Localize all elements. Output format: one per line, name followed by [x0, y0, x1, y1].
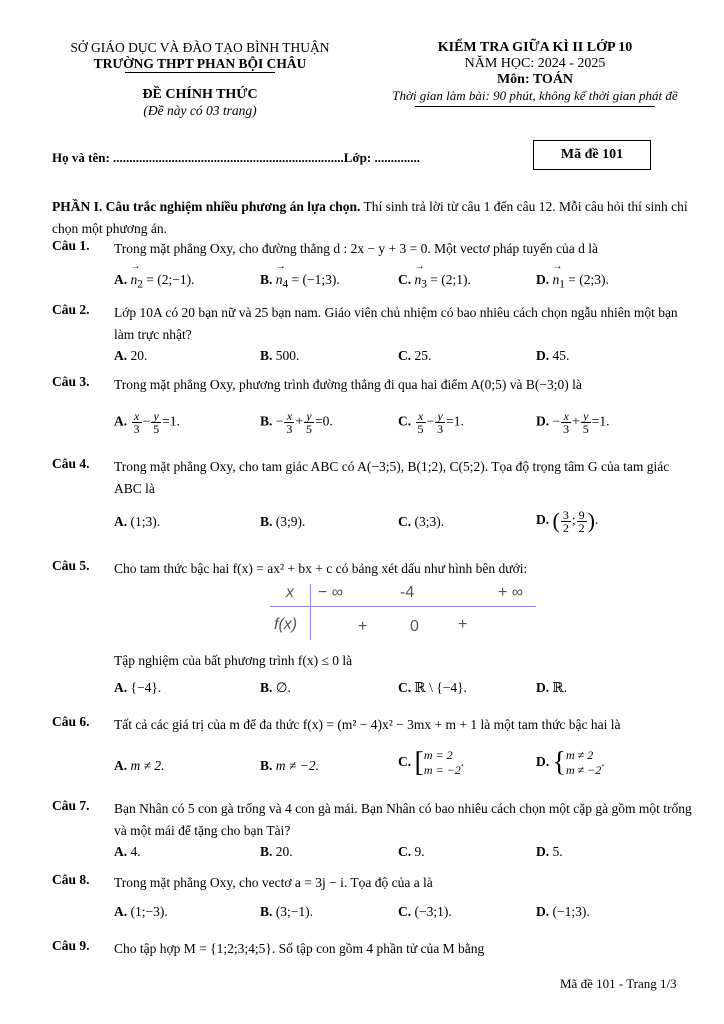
part1-intro [52, 196, 692, 240]
exam-code-box: Mã đề 101 [533, 140, 651, 170]
header-right [360, 40, 710, 107]
question-text: Trong mặt phẳng Oxy, cho tam giác ABC có A(−3;5), B(1;2), C(5;2). Tọa độ trọng tâm G của tam giác ABC là [114, 459, 670, 496]
school-year: NĂM HỌC: 2024 - 2025 [464, 56, 606, 71]
option-c[interactable]: C. $\frac{x}{5}$ − $\frac{y}{3}$ =1. [398, 409, 464, 436]
options [114, 844, 692, 866]
sign-right: + [458, 616, 468, 633]
page-footer: Mã đề 101 - Trang 1/3 [560, 976, 677, 991]
header-left [40, 40, 360, 119]
question-text: Bạn Nhân có 5 con gà trống và 4 con gà mái. Bạn Nhân có bao nhiêu cách chọn một cặp gà gồm một trống và một mái để tặng cho bạn Tài? [114, 801, 692, 838]
option-d[interactable]: D. ℝ. [536, 680, 568, 695]
question-text: Trong mặt phẳng Oxy, cho đường thẳng d : 2x − y + 3 = 0. Một vectơ pháp tuyến của d là [114, 241, 598, 256]
question-number: Câu 1. [52, 238, 90, 253]
option-d[interactable]: D. 45. [536, 348, 570, 363]
question-text: Cho tập hợp M = {1;2;3;4;5}. Số tập con gồm 4 phần tử của M bằng [114, 941, 485, 956]
option-b[interactable]: B. (3;9). [260, 514, 306, 529]
option-b[interactable]: B. → $n_4$ = (−1;3). [260, 272, 340, 291]
option-c[interactable]: C. 25. [398, 348, 432, 363]
pos-inf: + ∞ [498, 584, 524, 601]
option-d[interactable]: D. → $n_1$ = (2;3). [536, 272, 609, 291]
options [114, 348, 692, 370]
table-vline [310, 584, 311, 640]
option-c[interactable]: C. (3;3). [398, 514, 445, 529]
pages-note: (Đề này có 03 trang) [143, 103, 257, 118]
part1-title: PHẦN I. Câu trắc nghiệm nhiều phương án lựa chọn. [52, 199, 361, 214]
option-a[interactable]: A. 4. [114, 844, 141, 859]
option-d[interactable]: D. ( $\frac{3}{2}$ ; $\frac{9}{2}$ ). [536, 507, 599, 535]
option-a[interactable]: A. {−4}. [114, 680, 162, 695]
question-number: Câu 7. [52, 798, 90, 813]
root: -4 [400, 584, 415, 601]
option-d[interactable]: D. 5. [536, 844, 563, 859]
question-number: Câu 6. [52, 714, 90, 729]
part1-instruction: Thí sinh trả lời từ câu 1 đến câu 12. Mỗi câu hỏi thí sinh chỉ chọn một phương án. [52, 199, 688, 236]
question-text: Trong mặt phẳng Oxy, phương trình đường thẳng đi qua hai điểm A(0;5) và B(−3;0) là [114, 377, 582, 392]
question-number: Câu 9. [52, 938, 90, 953]
options [114, 507, 692, 548]
question-number: Câu 3. [52, 374, 90, 389]
sign-table [270, 584, 536, 640]
divider [415, 106, 655, 107]
divider [125, 72, 275, 73]
question-text: Cho tam thức bậc hai f(x) = ax² + bx + c có bảng xét dấu như hình bên dưới: [114, 561, 528, 576]
exam-title: KIỂM TRA GIỮA KÌ II LỚP 10 [437, 40, 633, 55]
options [114, 747, 692, 794]
options [114, 680, 692, 702]
subject: Môn: TOÁN [496, 72, 574, 87]
question-number: Câu 2. [52, 302, 90, 317]
option-d[interactable]: D. − $\frac{x}{3}$ + $\frac{y}{5}$ =1. [536, 409, 610, 436]
option-c[interactable]: C. [m = 2 m = −2. [398, 747, 465, 778]
student-info [52, 150, 420, 166]
question-text: Tất cả các giá trị của m để đa thức f(x) = (m² − 4)x² − 3mx + m + 1 là một tam thức bậc hai là [114, 717, 621, 732]
official-label: ĐỀ CHÍNH THỨC [142, 87, 258, 102]
option-b[interactable]: B. (3;−1). [260, 904, 313, 919]
question-text-2: Tập nghiệm của bất phương trình f(x) ≤ 0 là [114, 653, 353, 668]
option-c[interactable]: C. → $n_3$ = (2;1). [398, 272, 471, 291]
option-d[interactable]: D. (−1;3). [536, 904, 590, 919]
question-text: Lớp 10A có 20 bạn nữ và 25 bạn nam. Giáo viên chủ nhiệm có bao nhiêu cách chọn ngẫu nhiên một bạn làm trực nhật? [114, 305, 678, 342]
question-number: Câu 8. [52, 872, 90, 887]
department: SỞ GIÁO DỤC VÀ ĐÀO TẠO BÌNH THUẬN [70, 40, 330, 55]
option-c[interactable]: C. 9. [398, 844, 425, 859]
option-a[interactable]: A. → $n_2$ = (2;−1). [114, 272, 194, 291]
school-name: TRƯỜNG THPT PHAN BỘI CHÂU [93, 56, 307, 71]
option-a[interactable]: A. m ≠ 2. [114, 758, 165, 773]
option-a[interactable]: A. $\frac{x}{3}$ − $\frac{y}{5}$ =1. [114, 409, 180, 436]
option-c[interactable]: C. ℝ \ {−4}. [398, 680, 467, 695]
question-number: Câu 4. [52, 456, 90, 471]
option-c[interactable]: C. (−3;1). [398, 904, 452, 919]
question-number: Câu 5. [52, 558, 90, 573]
option-b[interactable]: B. − $\frac{x}{3}$ + $\frac{y}{5}$ =0. [260, 409, 333, 436]
options [114, 410, 692, 444]
class-field: Lớp: .............. [343, 150, 420, 165]
name-field: Họ và tên: ....................................................................... [52, 150, 344, 165]
zero: 0 [410, 618, 419, 635]
options [114, 904, 692, 926]
option-a[interactable]: A. 20. [114, 348, 148, 363]
option-b[interactable]: B. 500. [260, 348, 300, 363]
option-a[interactable]: A. (1;−3). [114, 904, 168, 919]
option-d[interactable]: D. {m ≠ 2 m ≠ −2. [536, 747, 605, 778]
var-x: x [286, 584, 294, 601]
option-b[interactable]: B. ∅. [260, 680, 291, 695]
sign-left: + [358, 618, 368, 635]
option-b[interactable]: B. 20. [260, 844, 293, 859]
fx-label: f(x) [274, 616, 298, 633]
question-text: Trong mặt phẳng Oxy, cho vectơ a = 3j − i. Tọa độ của a là [114, 875, 433, 890]
option-b[interactable]: B. m ≠ −2. [260, 758, 319, 773]
option-a[interactable]: A. (1;3). [114, 514, 161, 529]
neg-inf: − ∞ [318, 584, 344, 601]
options [114, 272, 692, 294]
time-note: Thời gian làm bài: 90 phút, không kể thời gian phát đề [392, 88, 678, 103]
